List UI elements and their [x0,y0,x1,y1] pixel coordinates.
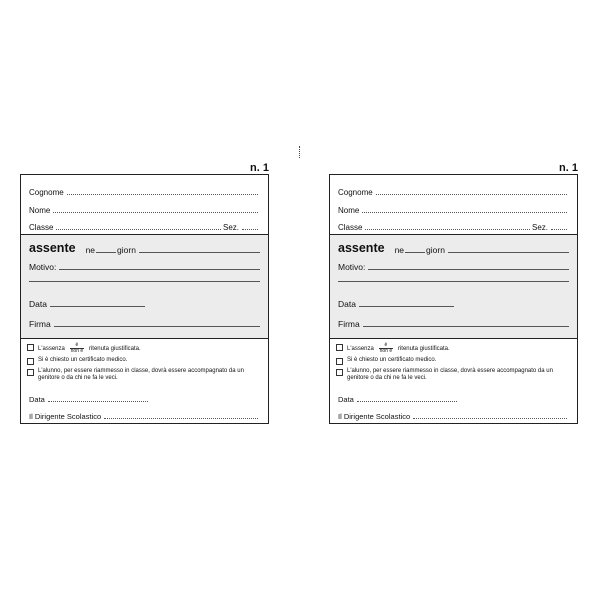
firma-label: Firma [29,319,51,329]
classe-label: Classe [338,223,363,232]
checkbox-parent[interactable] [27,369,34,376]
firma-field[interactable] [54,325,260,327]
choice-bottom: non è [379,348,393,354]
sez-field[interactable] [242,228,258,230]
perforation-mark [299,146,302,158]
data2-label: Data [338,395,354,404]
motivo-row-2 [29,280,260,284]
motivo-row [29,262,260,272]
data-row [338,299,569,309]
nome-label: Nome [338,206,360,215]
dirigente-field[interactable] [104,417,258,419]
classe-row [29,223,260,232]
check-justified [27,343,141,354]
motivo-label: Motivo: [338,262,366,272]
cognome-field[interactable] [67,193,258,195]
nome-label: Nome [29,206,51,215]
student-section [21,175,268,234]
assente-row [29,241,260,255]
motivo-row-2 [338,280,569,284]
firma-field[interactable] [363,325,569,327]
assente-row [338,241,569,255]
data-label: Data [338,299,356,309]
checkbox-certificate[interactable] [27,358,34,365]
checkbox-justified[interactable] [336,344,343,351]
dirigente-label: Il Dirigente Scolastico [29,412,102,421]
assente-label: assente [29,241,76,255]
check-parent [27,368,260,382]
absence-section [330,234,577,339]
giorn-field[interactable] [139,251,260,253]
data2-row [338,395,569,404]
classe-field[interactable] [56,228,221,230]
sez-field[interactable] [551,228,567,230]
nome-field[interactable] [53,211,258,213]
days-field[interactable] [405,251,425,253]
motivo-field-2[interactable] [338,280,569,282]
cognome-field[interactable] [376,193,567,195]
giorn-label: giorn [117,245,136,255]
giorn-label: giorn [426,245,445,255]
choice-top: è [379,343,394,349]
motivo-row [338,262,569,272]
nome-field[interactable] [362,211,567,213]
cognome-row [338,188,569,197]
data2-row [29,395,260,404]
check-justified [336,343,450,354]
check1-before: L'assenza [38,346,65,353]
motivo-field-2[interactable] [29,280,260,282]
firma-row [338,319,569,329]
dirigente-row [29,412,260,421]
check-certificate [27,357,127,365]
check-parent-text: L'alunno, per essere riammesso in classe, dovrà essere accompagnato da un genitore o da chi ne fa le veci. [38,368,244,381]
choice-fraction [379,343,394,354]
sez-label: Sez. [222,223,239,232]
data-field[interactable] [359,305,454,307]
check1-after: ritenuta giustificata. [88,346,141,353]
checkbox-certificate[interactable] [336,358,343,365]
classe-label: Classe [29,223,54,232]
checkbox-justified[interactable] [27,344,34,351]
data2-field[interactable] [357,400,457,402]
slip-number: n. 1 [250,162,269,174]
choice-top: è [70,343,85,349]
office-section [21,339,268,423]
choice-bottom: non è [70,348,84,354]
classe-row [338,223,569,232]
days-field[interactable] [96,251,116,253]
dirigente-row [338,412,569,421]
data-row [29,299,260,309]
motivo-field[interactable] [368,268,569,270]
data2-label: Data [29,395,45,404]
slip-number: n. 1 [559,162,578,174]
data-label: Data [29,299,47,309]
check1-before: L'assenza [347,346,374,353]
dirigente-field[interactable] [413,417,567,419]
checkbox-parent[interactable] [336,369,343,376]
classe-field[interactable] [365,228,530,230]
check-justified-text [347,343,450,354]
ne-label: ne [394,245,405,255]
data-field[interactable] [50,305,145,307]
motivo-field[interactable] [59,268,260,270]
cognome-row [29,188,260,197]
sez-label: Sez. [531,223,548,232]
choice-fraction [70,343,85,354]
check-certificate [336,357,436,365]
office-section [330,339,577,423]
assente-label: assente [338,241,385,255]
dirigente-label: Il Dirigente Scolastico [338,412,411,421]
motivo-label: Motivo: [29,262,57,272]
check-certificate-text: Si è chiesto un certificato medico. [347,357,437,363]
student-section [330,175,577,234]
check-justified-text [38,343,141,354]
nome-row [29,206,260,215]
firma-label: Firma [338,319,360,329]
absence-section [21,234,268,339]
ne-label: ne [85,245,96,255]
firma-row [29,319,260,329]
slip-form [329,174,578,424]
check1-after: ritenuta giustificata. [397,346,450,353]
check-parent [336,368,569,382]
giorn-field[interactable] [448,251,569,253]
data2-field[interactable] [48,400,148,402]
check-certificate-text: Si è chiesto un certificato medico. [38,357,128,363]
slip-form [20,174,269,424]
nome-row [338,206,569,215]
cognome-label: Cognome [338,188,373,197]
cognome-label: Cognome [29,188,64,197]
check-parent-text: L'alunno, per essere riammesso in classe, dovrà essere accompagnato da un genitore o da chi ne fa le veci. [347,368,553,381]
